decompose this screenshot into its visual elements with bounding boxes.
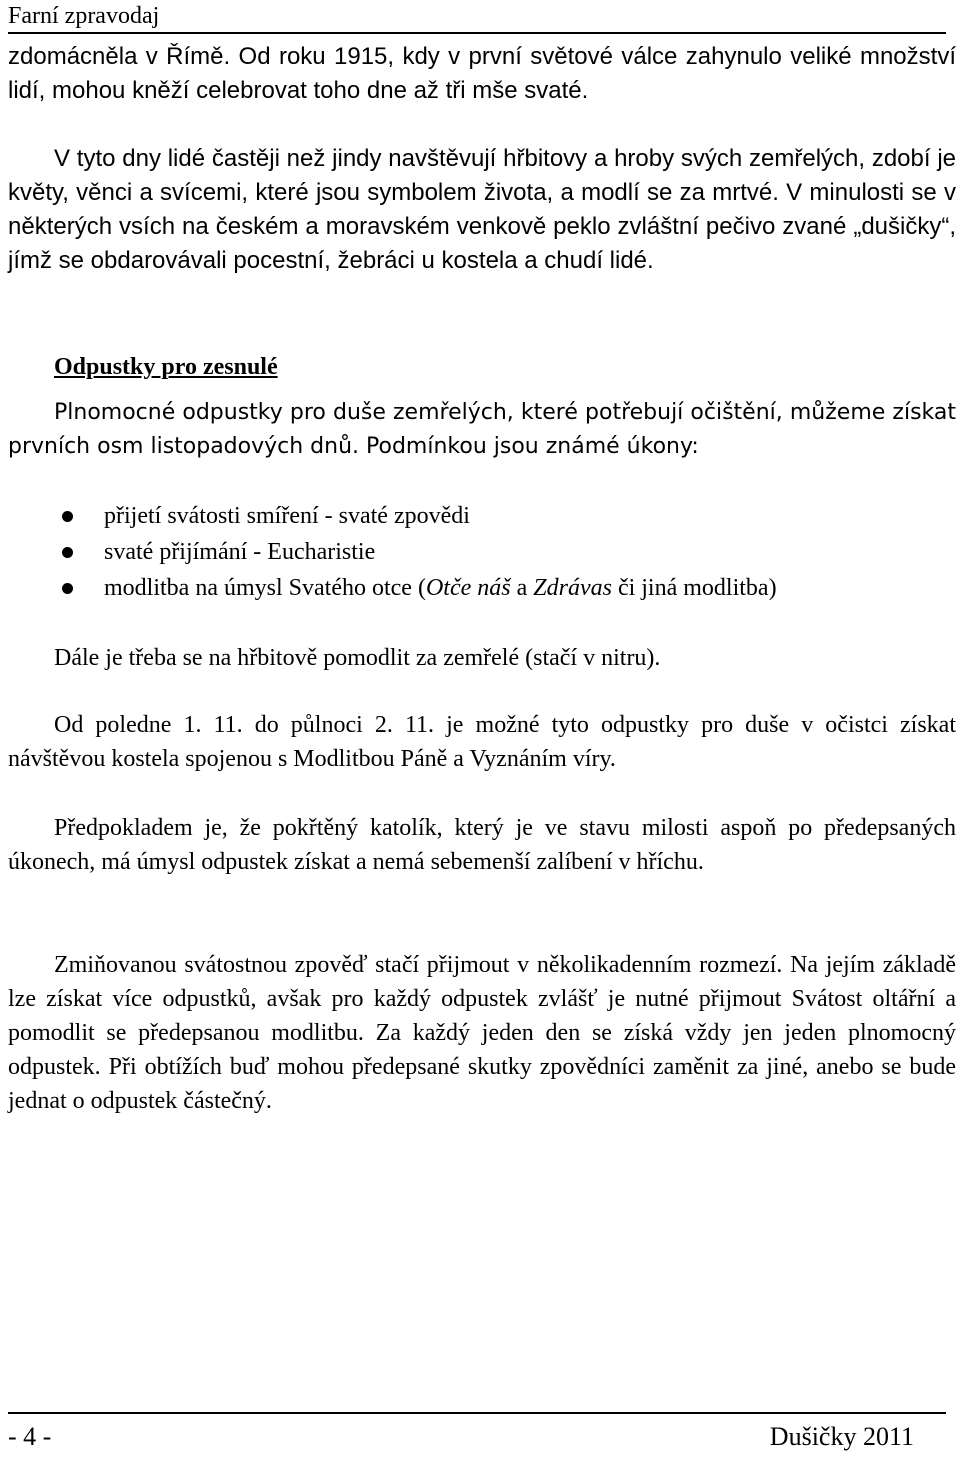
list-item: [54, 570, 954, 606]
footer-rule: [8, 1412, 946, 1414]
bullet-icon: [62, 547, 73, 558]
header-title: Farní zpravodaj: [8, 3, 160, 29]
paragraph-intro: zdomácněla v Římě. Od roku 1915, kdy v první světové válce zahynulo veliké množství lidí, mohou kněží celebrovat toho dne až tři mše svaté.: [8, 43, 956, 104]
paragraph-dale: Dále je třeba se na hřbitově pomodlit za zemřelé (stačí v nitru).: [54, 645, 661, 671]
paragraph-plnomocne: Plnomocné odpustky pro duše zemřelých, které potřebují očištění, můžeme získat prvních osm listopadových dnů. Podmínkou jsou známé úkony:: [8, 400, 956, 459]
prayer-name-otce-nas: Otče náš: [425, 575, 511, 601]
paragraph-zminovanou: Zmiňovanou svátostnou zpověď stačí přijmout v několikadenním rozmezí. Na jejím základě lze získat více odpustků, avšak pro každý odpustek zvlášť je nutné přijmout Svátost oltářní a pomodlit se předepsanou modlitbu. Za každý jeden den se získá vždy jen jeden plnomocný odpustek. Při obtížích buď mohou předepsané skutky zpovědníci zaměnit za jiné, anebo se bude jednat o odpustek částečný.: [8, 952, 956, 1114]
list-item-text-before: modlitba na úmysl Svatého otce (: [104, 575, 426, 601]
bullet-icon: [62, 511, 73, 522]
paragraph-tyto-dny: V tyto dny lidé častěji než jindy navštěvují hřbitovy a hroby svých zemřelých, zdobí je květy, věnci a svícemi, které jsou symbolem života, a modlí se za mrtvé. V minulosti se v některých vsích na českém a moravském venkově peklo zvláštní pečivo zvané „dušičky“, jímž se obdarovávali pocestní, žebráci u kostela a chudí lidé.: [8, 145, 956, 274]
list-item: [54, 498, 954, 534]
list-item: [54, 534, 954, 570]
bullet-icon: [62, 583, 73, 594]
conditions-list: [54, 498, 954, 606]
prayer-name-zdravas: Zdrávas: [533, 575, 612, 601]
list-item-text-middle: a: [510, 575, 534, 601]
header-rule: [8, 32, 946, 34]
list-item-text-after: či jiná modlitba): [611, 575, 777, 601]
paragraph-od-poledne: Od poledne 1. 11. do půlnoci 2. 11. je možné tyto odpustky pro duše v očistci získat návštěvou kostela spojenou s Modlitbou Páně a Vyznáním víry.: [8, 712, 956, 772]
page-number: - 4 -: [8, 1422, 52, 1451]
list-item-text: svaté přijímání - Eucharistie: [104, 539, 376, 565]
issue-title: Dušičky 2011: [769, 1422, 914, 1451]
section-heading: Odpustky pro zesnulé: [54, 354, 278, 380]
list-item-text: přijetí svátosti smíření - svaté zpovědi: [104, 503, 470, 529]
paragraph-predpoklad: Předpokladem je, že pokřtěný katolík, který je ve stavu milosti aspoň po předepsaných úkonech, má úmysl odpustek získat a nemá sebemenší zalíbení v hříchu.: [8, 815, 956, 875]
